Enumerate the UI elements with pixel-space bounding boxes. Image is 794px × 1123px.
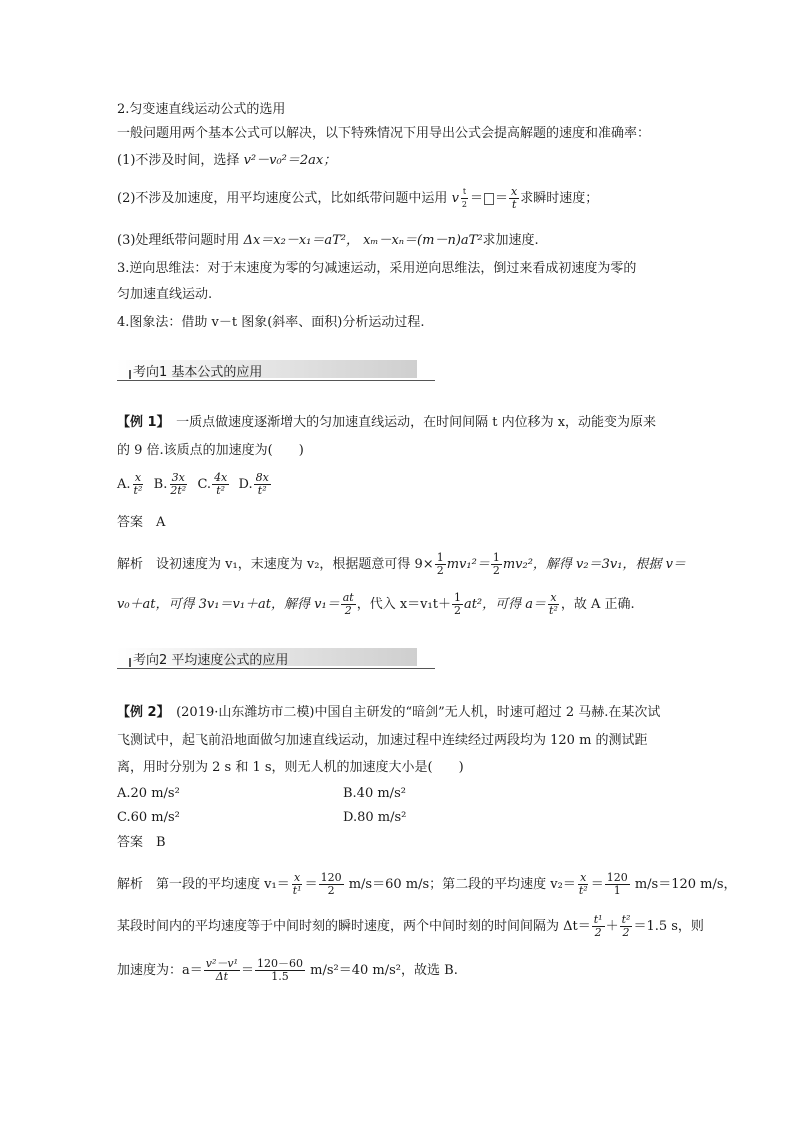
example-2-option-c: C.60 m/s² (117, 810, 180, 825)
section-2-title: 考向2 平均速度公式的应用 (133, 653, 289, 668)
heading-4: 4.图象法：借助 v－t 图象(斜率、面积)分析运动过程. (117, 315, 425, 330)
section-header-1 (117, 360, 435, 381)
example-2-analysis-1: 解析 第一段的平均速度 v₁＝ $\frac{x}{\text{t¹}}$ ＝ $\frac{120}{2}$ m/s＝60 m/s；第二段的平均速度 v₂＝ $\frac{x}{\text{t²}}$ ＝ $\frac{120}{1}$ m/s＝120 m/s， (117, 871, 737, 897)
example-2-line-3: 离，用时分别为 2 s 和 1 s，则无人机的加速度大小是( ) (117, 760, 464, 775)
section-header-2 (117, 648, 435, 669)
example-1-line-2: 的 9 倍.该质点的加速度为( ) (117, 443, 304, 458)
example-2-analysis-3: 加速度为：a＝ $\frac{\text{v²－v¹}}{\Delta t}$ ＝ $\frac{120-60}{1.5}$ m/s²＝40 m/s²，故选 B. (117, 957, 458, 983)
item-2: (2)不涉及加速度，用平均速度公式，比如纸带问题中运用 v $\frac{t}{2}$ ＝ ＝ $\frac{x}{t}$ 求瞬时速度； (117, 185, 599, 211)
heading-2: 2.匀变速直线运动公式的选用 (117, 102, 286, 117)
item-1: (1)不涉及时间，选择 v²－v₀²＝2ax； (117, 153, 337, 168)
example-1-options: A. $\frac{x}{\text{t²}}$ B. $\frac{3x}{\text{2t²}}$ C. $\frac{4x}{\text{t²}}$ D. $\frac{8x}{\text{t²}}$ (117, 471, 269, 497)
example-2-option-b: B.40 m/s² (343, 786, 406, 801)
example-1-analysis-1: 解析 设初速度为 v₁，末速度为 v₂，根据题意可得 9× $\frac{1}{2}$ mv₁²＝ $\frac{1}{2}$ mv₂²，解得 v₂＝3v₁，根据 v＝ (117, 551, 686, 577)
example-2-option-d: D.80 m/s² (343, 810, 407, 825)
heading-3: 3.逆向思维法：对于末速度为零的匀减速运动，采用逆向思维法，倒过来看成初速度为零的 (117, 261, 637, 276)
example-1-answer: 答案 A (117, 515, 166, 530)
example-2-analysis-2: 某段时间内的平均速度等于中间时刻的瞬时速度，两个中间时刻的时间间隔为 Δt＝ $\frac{\text{t¹}}{2}$ ＋ $\frac{\text{t²}}{2}$ ＝1.5 s，则 (117, 913, 704, 939)
intro-text: 一般问题用两个基本公式可以解决，以下特殊情况下用导出公式会提高解题的速度和准确率： (117, 126, 651, 141)
example-2-line-2: 飞测试中，起飞前沿地面做匀加速直线运动，加速过程中连续经过两段均为 120 m 的测试距 (117, 733, 648, 748)
example-1-analysis-2: v₀＋at，可得 3v₁＝v₁＋at，解得 v₁＝ $\frac{at}{2}$ ，代入 x＝v₁t＋ $\frac{1}{2}$ at²，可得 a＝ $\frac{x}{\text{t²}}$ ，故 A 正确. (117, 591, 635, 617)
example-2-answer: 答案 B (117, 835, 166, 850)
overline-v-icon (484, 193, 494, 205)
example-2-line-1: 【例 2】 (2019·山东潍坊市二模)中国自主研发的“暗剑”无人机，时速可超过 2 马赫.在某次试 (117, 705, 661, 720)
example-1-line-1: 【例 1】 一质点做速度逐渐增大的匀加速直线运动，在时间间隔 t 内位移为 x，动能变为原来 (117, 415, 657, 430)
section-1-title: 考向1 基本公式的应用 (133, 365, 263, 380)
example-2-option-a: A.20 m/s² (117, 786, 180, 801)
item-3: (3)处理纸带问题时用 Δx＝x₂－x₁＝aT²， xₘ－xₙ＝(m－n)aT²求加速度. (117, 233, 539, 248)
heading-3-cont: 匀加速直线运动. (117, 287, 213, 302)
